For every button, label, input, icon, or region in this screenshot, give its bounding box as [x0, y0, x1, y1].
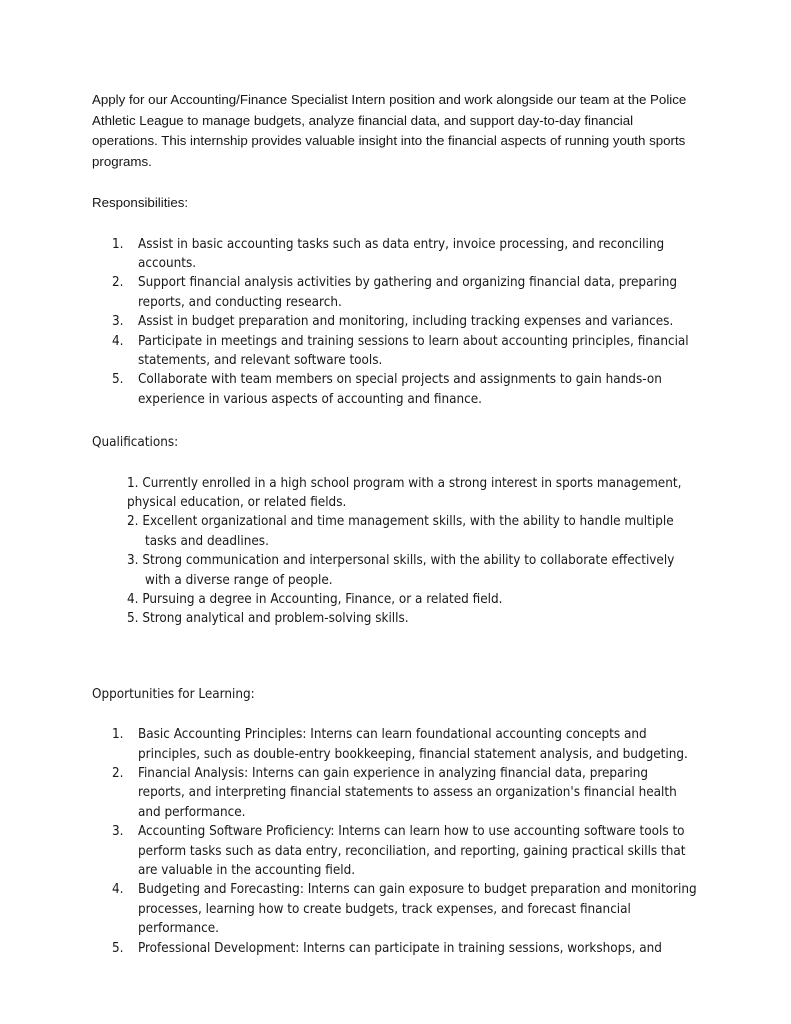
responsibilities-heading: Responsibilities:	[92, 195, 189, 210]
list-marker: 3.	[112, 824, 124, 840]
list-item-text: Pursuing a degree in Accounting, Finance, or a related field.	[142, 592, 503, 607]
list-marker: 1.	[127, 475, 143, 491]
list-item-text: Strong communication and interpersonal skills, with the ability to collaborate effectively with a diverse range of people.	[142, 553, 675, 588]
list-item-text: Participate in meetings and training sessions to learn about accounting principles, financial statements, and relevant software tools.	[138, 333, 689, 368]
list-item	[92, 822, 698, 880]
list-item-text: Accounting Software Proficiency: Interns can learn how to use accounting software tools to perform tasks such as data entry, reconciliation, and reporting, gaining practical skills that are valuable in the accounting field.	[138, 824, 686, 879]
list-item-text: Currently enrolled in a high school program with a strong interest in sports management, physical education, or related fields.	[127, 475, 682, 510]
list-marker: 4.	[127, 592, 143, 607]
list-item	[92, 273, 698, 312]
list-item	[92, 235, 698, 274]
list-marker: 2.	[112, 275, 124, 291]
list-item-text: Professional Development: Interns can participate in training sessions, workshops, and	[138, 940, 662, 956]
responsibilities-list	[92, 235, 698, 410]
list-item	[127, 474, 698, 513]
list-item	[92, 725, 698, 764]
list-marker: 4.	[112, 333, 124, 349]
qualifications-heading: Qualifications:	[92, 435, 179, 451]
list-marker: 2.	[112, 766, 124, 782]
opportunities-heading: Opportunities for Learning:	[92, 686, 255, 702]
spacer	[92, 704, 698, 725]
list-item	[92, 764, 698, 822]
list-item	[92, 370, 698, 409]
spacer	[92, 214, 698, 235]
list-marker: 5.	[112, 940, 124, 956]
spacer	[92, 453, 698, 474]
list-item	[127, 590, 698, 609]
list-marker: 3.	[112, 314, 124, 330]
intro-paragraph-block	[92, 90, 698, 172]
list-item-text: Excellent organizational and time management skills, with the ability to handle multiple tasks and deadlines.	[142, 514, 674, 549]
list-marker: 3.	[127, 553, 143, 569]
list-item	[92, 332, 698, 371]
intro-paragraph: Apply for our Accounting/Finance Specialist Intern position and work alongside our team at the Police Athletic League to manage budgets, analyze financial data, and support day-to-day financial operations. This internship provides valuable insight into the financial aspects of running youth sports programs.	[92, 92, 687, 169]
list-item	[92, 880, 698, 938]
list-marker: 5.	[112, 372, 124, 388]
list-marker: 5.	[127, 611, 143, 627]
list-item	[127, 512, 698, 551]
list-item-text: Assist in basic accounting tasks such as data entry, invoice processing, and reconciling accounts.	[138, 236, 665, 271]
list-item	[127, 609, 698, 628]
list-item-text: Strong analytical and problem-solving skills.	[142, 611, 409, 627]
list-item	[127, 551, 698, 590]
list-item-text: Support financial analysis activities by gathering and organizing financial data, preparing reports, and conducting research.	[138, 275, 678, 310]
list-marker: 1.	[112, 727, 124, 743]
spacer	[92, 629, 698, 685]
list-item-text: Financial Analysis: Interns can gain experience in analyzing financial data, preparing reports, and interpreting financial statements to assess an organization's financial health and performance.	[138, 766, 677, 820]
list-item-text: Collaborate with team members on special projects and assignments to gain hands-on experience in various aspects of accounting and finance.	[138, 372, 662, 407]
list-marker: 4.	[112, 882, 124, 898]
list-item-text: Budgeting and Forecasting: Interns can gain exposure to budget preparation and monitoring processes, learning how to create budgets, track expenses, and forecast financial performance.	[138, 882, 697, 937]
list-marker: 1.	[112, 236, 124, 252]
spacer	[92, 172, 698, 193]
list-item	[92, 312, 698, 331]
list-item-text: Assist in budget preparation and monitoring, including tracking expenses and variances.	[138, 314, 674, 330]
qualifications-list	[92, 474, 698, 629]
list-item	[92, 939, 698, 958]
spacer	[92, 409, 698, 433]
list-item-text: Basic Accounting Principles: Interns can learn foundational accounting concepts and principles, such as double-entry bookkeeping, financial statement analysis, and budgeting.	[138, 727, 688, 762]
list-marker: 2.	[127, 514, 143, 530]
opportunities-list	[92, 725, 698, 958]
document-content	[92, 90, 698, 958]
